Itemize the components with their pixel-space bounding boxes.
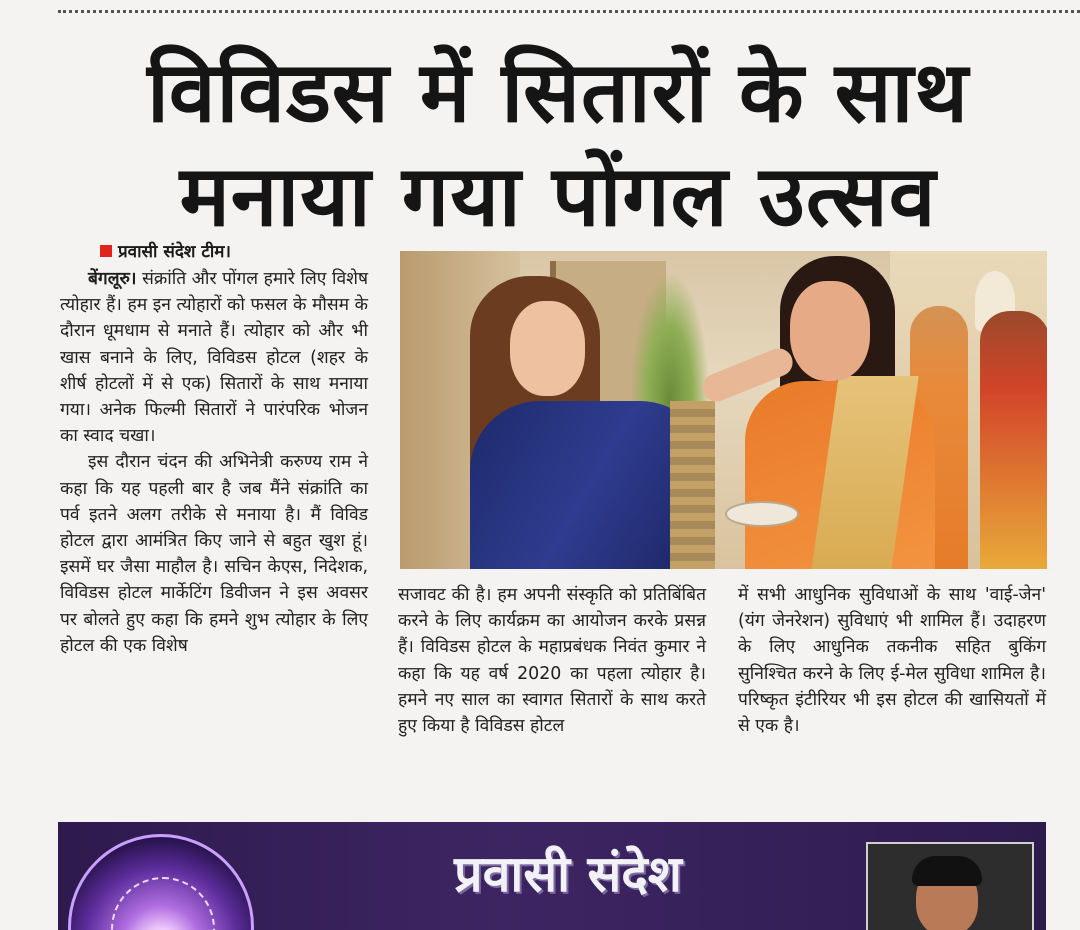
article-column-3-text: में सभी आधुनिक सुविधाओं के साथ 'वाई-जेन' (यंग जेनरेशन) सुविधाएं भी शामिल हैं। उदाहरण के लिए आधुनिक तकनीक सहित बुकिंग सुनिश्चित करने के लिए ई-मेल सुविधा शामिल है। परिष्कृत इंटीरियर भी इस होटल की खासियतों में से एक है। <box>738 585 1046 737</box>
headline-line-1: विविडस में सितारों के साथ <box>147 43 969 141</box>
top-dotted-rule <box>58 10 1080 13</box>
article-column-3 <box>738 582 1046 739</box>
columnist-photo <box>866 842 1034 930</box>
zodiac-wheel-icon <box>68 834 254 930</box>
article-column-1 <box>60 266 368 659</box>
banner-brand-title: प्रवासी संदेश <box>454 845 682 903</box>
article-column-2-text: सजावट की है। हम अपनी संस्कृति को प्रतिबिंबित करने के लिए कार्यक्रम का आयोजन करके प्रसन्न हैं। विविडस होटल के महाप्रबंधक निवंत कुमार ने कहा कि यह वर्ष 2020 का पहला त्योहार है। हमने नए साल का स्वागत सितारों के साथ करते हुए किया है विविडस होटल <box>398 585 706 737</box>
article-paragraph-1 <box>60 266 368 449</box>
article-column-2 <box>398 582 706 739</box>
headline-line-2: मनाया गया पोंगल उत्सव <box>179 147 937 245</box>
red-square-icon <box>100 245 112 257</box>
dateline: बेंगलूरु। <box>88 269 137 289</box>
byline <box>100 240 231 264</box>
headline <box>58 40 1058 248</box>
paragraph-1-text: संक्रांति और पोंगल हमारे लिए विशेष त्योहार हैं। हम इन त्योहारों को फसल के मौसम के दौरान धूमधाम से मनाते हैं। त्योहार को और भी खास बनाने के लिए, विविडस होटल (शहर के शीर्ष होटलों में से एक) सितारों के साथ मनाया गया। अनेक फिल्मी सितारों ने पारंपरिक भोजन का स्वाद चखा। <box>60 269 368 447</box>
pravasi-sandesh-banner <box>58 822 1046 930</box>
pongal-celebration-photo <box>400 251 1047 569</box>
byline-text: प्रवासी संदेश टीम। <box>118 242 231 262</box>
article-paragraph-2: इस दौरान चंदन की अभिनेत्री करुण्य राम ने कहा कि यह पहली बार है जब मैंने संक्रांति का पर्व इतने अलग तरीके से मनाया है। मैं विविड होटल द्वारा आमंत्रित किए जाने से बहुत खुश हूं। इसमें घर जैसा माहौल है। सचिन केएस, निदेशक, विविडस होटल मार्केटिंग डिवीजन ने इस अवसर पर बोलते हुए कहा कि हमने शुभ त्योहार के लिए होटल की एक विशेष <box>60 452 368 656</box>
